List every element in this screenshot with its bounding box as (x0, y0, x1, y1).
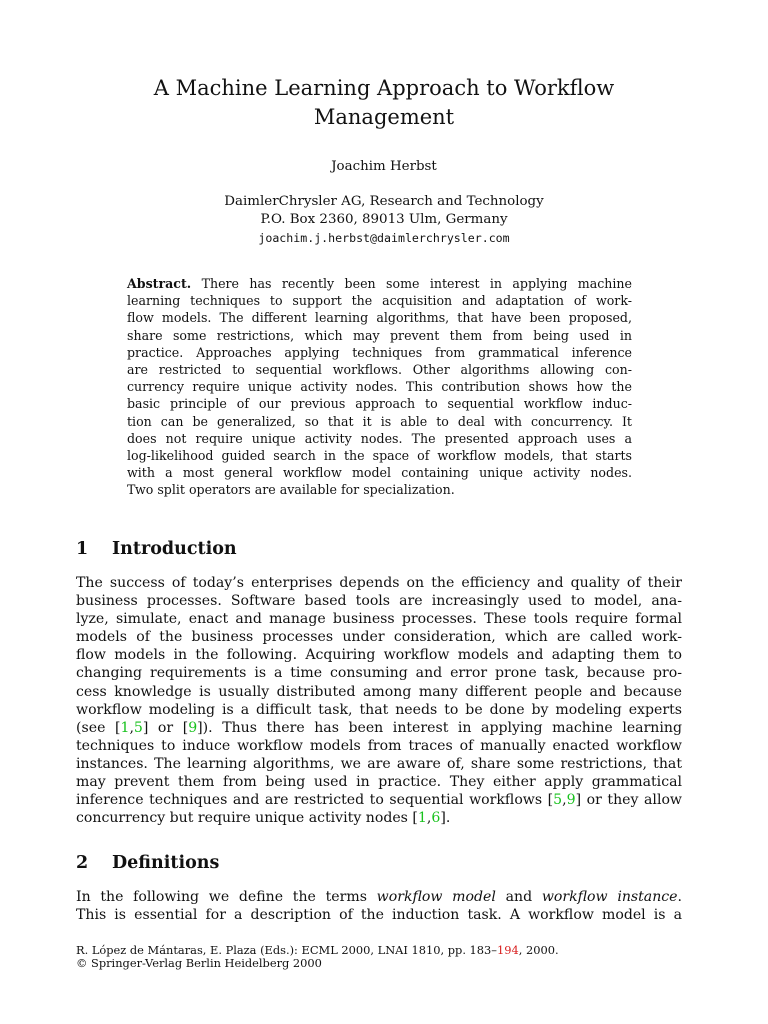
section-number: 1 (76, 539, 89, 559)
body-text-fragment: ]). Thus there has been interest in applying machine learning (197, 719, 682, 736)
abstract-line: tion can be generalized, so that it is able to deal with concurrency. It (127, 413, 632, 429)
body-line: The success of today’s enterprises depends on the efficiency and quality of their (76, 575, 682, 591)
page-end-link[interactable]: 194 (497, 943, 519, 957)
body-text-fragment: (see [ (76, 719, 121, 736)
section-heading-introduction (76, 538, 237, 560)
section-title: Introduction (112, 539, 237, 559)
citation-link-1[interactable]: 1 (417, 810, 427, 827)
abstract-line: learning techniques to support the acquisition and adaptation of work- (127, 293, 632, 309)
term-workflow-instance: workflow instance (541, 889, 678, 905)
introduction-body (76, 574, 682, 827)
term-workflow-model: workflow model (376, 889, 496, 905)
body-line: workflow modeling is a difficult task, that needs to be done by modeling experts (76, 701, 682, 718)
section-number: 2 (76, 853, 89, 873)
body-text-fragment: concurrency but require unique activity nodes [ (76, 810, 418, 827)
citation-link-1[interactable]: 1 (120, 719, 130, 736)
body-line: may prevent them from being used in practice. They either apply grammatical (76, 774, 682, 791)
body-text-fragment: , (562, 792, 567, 809)
affiliation-address: P.O. Box 2360, 89013 Ulm, Germany (260, 212, 508, 227)
section-title: Definitions (112, 853, 220, 873)
affiliation-org: DaimlerChrysler AG, Research and Technology (224, 194, 544, 209)
body-line (76, 719, 682, 737)
abstract-line: with a most general workflow model containing unique activity nodes. (127, 465, 632, 481)
citation-link-5[interactable]: 5 (553, 792, 563, 809)
abstract-line: log-likelihood guided search in the space of workflow models, that starts (127, 448, 632, 464)
citation-link-9[interactable]: 9 (566, 792, 576, 809)
definitions-body (76, 888, 682, 924)
footer-citation-text: , 2000. (518, 943, 559, 957)
body-line (76, 809, 682, 827)
body-line: This is essential for a description of the induction task. A workflow model is a (76, 907, 682, 924)
body-line: techniques to induce workflow models from traces of manually enacted workflow (76, 737, 682, 754)
body-line: models of the business processes under consideration, which are called work- (76, 629, 682, 646)
body-line (76, 791, 682, 809)
body-line (76, 888, 682, 906)
body-text-fragment: In the following we define the terms (76, 889, 377, 905)
abstract-line: are restricted to sequential workflows. Other algorithms allowing con- (127, 362, 632, 378)
abstract-line: share some restrictions, which may prevent them from being used in (127, 327, 632, 343)
section-heading-definitions (76, 852, 219, 874)
body-line: cess knowledge is usually distributed among many different people and because (76, 683, 682, 700)
body-text-fragment: ] or they allow (575, 792, 682, 809)
abstract-text: There has recently been some interest in applying machine (201, 276, 632, 291)
paper-title (84, 74, 684, 132)
abstract-line: practice. Approaches applying techniques from grammatical inference (127, 344, 632, 360)
author-name: Joachim Herbst (331, 159, 437, 174)
body-text-fragment: and (495, 889, 542, 905)
author-affiliation (184, 193, 584, 247)
body-text-fragment: , (129, 719, 134, 736)
body-line: changing requirements is a time consuming and error prone task, because pro- (76, 665, 682, 682)
abstract-label: Abstract. (127, 276, 192, 291)
footer-copyright: © Springer-Verlag Berlin Heidelberg 2000 (76, 956, 322, 970)
abstract-line: flow models. The different learning algorithms, that have been proposed, (127, 310, 632, 326)
citation-link-6[interactable]: 6 (431, 810, 441, 827)
body-text-fragment: . (677, 889, 683, 905)
abstract-line: does not require unique activity nodes. The presented approach uses a (127, 430, 632, 446)
page-footer (76, 944, 696, 970)
body-line: instances. The learning algorithms, we are aware of, share some restrictions, that (76, 755, 682, 772)
body-line: business processes. Software based tools are increasingly used to model, ana- (76, 593, 682, 610)
citation-link-9[interactable]: 9 (188, 719, 198, 736)
author-email: joachim.j.herbst@daimlerchrysler.com (258, 231, 510, 245)
body-text-fragment: , (426, 810, 432, 827)
abstract (127, 275, 632, 499)
body-text-fragment: ] or [ (142, 719, 189, 736)
body-text-fragment: inference techniques and are restricted to sequential workflows [ (76, 792, 554, 809)
abstract-line: Two split operators are available for specialization. (127, 482, 455, 498)
abstract-line: currency require unique activity nodes. This contribution shows how the (127, 379, 632, 395)
citation-link-5[interactable]: 5 (133, 719, 143, 736)
paper-title-line: Management (313, 105, 455, 129)
abstract-line (127, 275, 632, 292)
body-text-fragment: ]. (440, 810, 451, 827)
footer-citation-text: R. López de Mántaras, E. Plaza (Eds.): ECML 2000, LNAI 1810, pp. 183– (76, 943, 497, 957)
abstract-line: basic principle of our previous approach to sequential workflow induc- (127, 396, 632, 412)
body-line: lyze, simulate, enact and manage business processes. These tools require formal (76, 611, 682, 628)
body-line: flow models in the following. Acquiring workflow models and adapting them to (76, 647, 682, 664)
paper-title-line: A Machine Learning Approach to Workflow (153, 76, 615, 100)
